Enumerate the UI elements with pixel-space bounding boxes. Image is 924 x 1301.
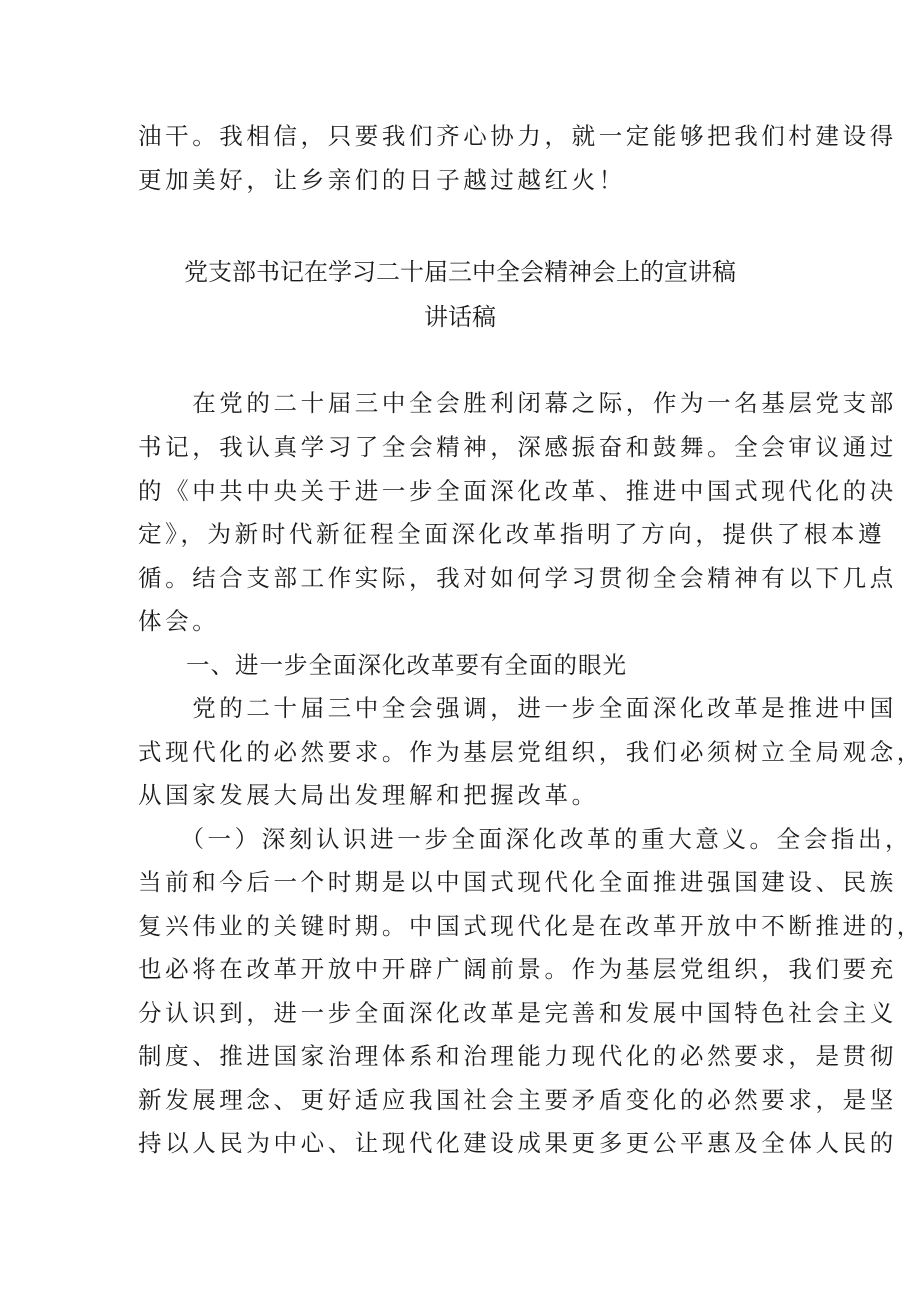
paragraph3-line-1: （一）深刻认识进一步全面深化改革的重大意义。全会指出， [138,825,913,853]
paragraph3-line-4: 也必将在改革开放中开辟广阔前景。作为基层党组织，我们要充 [138,955,897,983]
document-title: 党支部书记在学习二十届三中全会精神会上的宣讲稿 [184,258,736,286]
paragraph2-line-3: 从国家发展大局出发理解和把握改革。 [138,781,599,809]
paragraph2-line-1: 党的二十届三中全会强调，进一步全面深化改革是推进中国 [138,694,897,722]
intro-line-1: 油干。我相信，只要我们齐心协力，就一定能够把我们村建设得 [138,122,897,150]
paragraph1-line-1: 在党的二十届三中全会胜利闭幕之际，作为一名基层党支部 [138,389,897,417]
paragraph3-line-8: 持以人民为中心、让现代化建设成果更多更公平惠及全体人民的 [138,1129,897,1157]
paragraph1-line-4: 定》，为新时代新征程全面深化改革指明了方向，提供了根本遵 [138,520,886,548]
paragraph1-line-6: 体会。 [138,607,220,635]
section1-heading: 一、进一步全面深化改革要有全面的眼光 [186,651,627,679]
paragraph3-line-3: 复兴伟业的关键时期。中国式现代化是在改革开放中不断推进的， [138,912,924,940]
paragraph3-line-7: 新发展理念、更好适应我国社会主要矛盾变化的必然要求，是坚 [138,1086,897,1114]
paragraph2-line-2: 式现代化的必然要求。作为基层党组织，我们必须树立全局观念， [138,738,924,766]
paragraph1-line-3: 的《中共中央关于进一步全面深化改革、推进中国式现代化的决 [138,477,897,505]
paragraph1-line-5: 循。结合支部工作实际，我对如何学习贯彻全会精神有以下几点 [138,564,897,592]
paragraph3-line-2: 当前和今后一个时期是以中国式现代化全面推进强国建设、民族 [138,868,897,896]
paragraph3-line-5: 分认识到，进一步全面深化改革是完善和发展中国特色社会主义 [138,999,897,1027]
document-subtitle: 讲话稿 [424,303,496,331]
paragraph1-line-2: 书记，我认真学习了全会精神，深感振奋和鼓舞。全会审议通过 [138,433,897,461]
paragraph3-line-6: 制度、推进国家治理体系和治理能力现代化的必然要求，是贯彻 [138,1042,897,1070]
intro-line-2: 更加美好，让乡亲们的日子越过越红火！ [138,166,626,194]
